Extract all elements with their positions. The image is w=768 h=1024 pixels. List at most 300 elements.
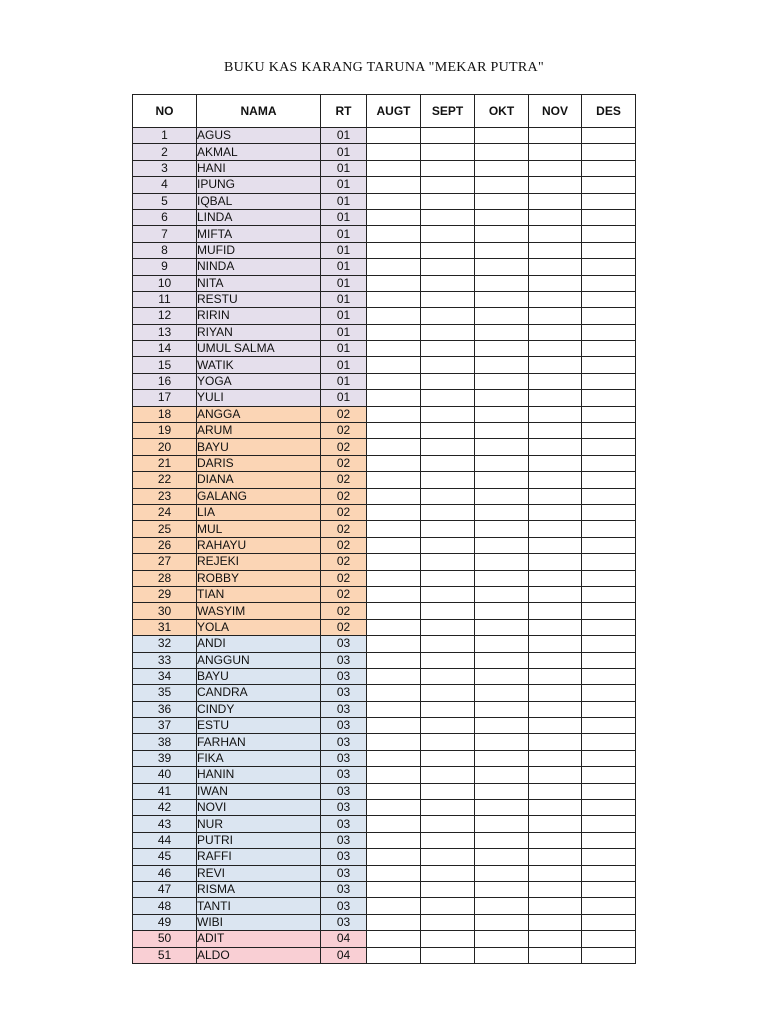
cell-sept [421,865,475,881]
cell-no: 25 [133,521,197,537]
table-row [133,734,636,750]
table-row [133,308,636,324]
cell-no: 50 [133,931,197,947]
cell-nov [529,242,582,258]
cell-rt: 03 [321,685,367,701]
cell-augt [367,931,421,947]
cell-sept [421,504,475,520]
cell-rt: 01 [321,308,367,324]
table-row [133,586,636,602]
cell-sept [421,324,475,340]
cell-sept [421,668,475,684]
cell-nama: ANGGUN [197,652,321,668]
cell-des [582,718,636,734]
cell-des [582,734,636,750]
cell-rt: 03 [321,734,367,750]
cell-nama: ARUM [197,423,321,439]
cell-des [582,783,636,799]
cell-no: 1 [133,128,197,144]
cell-nov [529,488,582,504]
cell-okt [475,636,529,652]
cell-nov [529,390,582,406]
cell-no: 37 [133,718,197,734]
cell-sept [421,242,475,258]
cell-augt [367,668,421,684]
cell-okt [475,537,529,553]
cell-no: 7 [133,226,197,242]
cell-rt: 01 [321,275,367,291]
cell-rt: 02 [321,603,367,619]
cell-okt [475,586,529,602]
cell-rt: 03 [321,718,367,734]
cell-no: 16 [133,373,197,389]
cell-okt [475,685,529,701]
cell-augt [367,898,421,914]
cell-des [582,931,636,947]
cell-sept [421,947,475,963]
cell-sept [421,881,475,897]
cell-rt: 02 [321,619,367,635]
cell-okt [475,931,529,947]
cell-nama: ADIT [197,931,321,947]
cell-sept [421,373,475,389]
cell-nov [529,259,582,275]
cell-okt [475,881,529,897]
cell-nov [529,537,582,553]
cell-nov [529,193,582,209]
cell-augt [367,242,421,258]
cell-okt [475,455,529,471]
cell-okt [475,209,529,225]
cell-okt [475,521,529,537]
table-row [133,652,636,668]
cell-no: 47 [133,881,197,897]
cell-nov [529,357,582,373]
cell-okt [475,193,529,209]
table-row [133,570,636,586]
cell-des [582,537,636,553]
cell-nama: RESTU [197,291,321,307]
cell-nov [529,931,582,947]
cell-nama: ANGGA [197,406,321,422]
cell-nama: HANI [197,160,321,176]
cell-no: 33 [133,652,197,668]
cell-no: 34 [133,668,197,684]
cell-augt [367,177,421,193]
cell-sept [421,341,475,357]
cell-nov [529,619,582,635]
cell-nama: REJEKI [197,554,321,570]
cell-no: 42 [133,800,197,816]
cell-augt [367,750,421,766]
cell-no: 19 [133,423,197,439]
cell-no: 32 [133,636,197,652]
cell-rt: 01 [321,291,367,307]
cell-no: 36 [133,701,197,717]
cell-no: 41 [133,783,197,799]
cell-nov [529,668,582,684]
cell-rt: 01 [321,160,367,176]
cell-des [582,423,636,439]
cell-nov [529,685,582,701]
document-title: BUKU KAS KARANG TARUNA "MEKAR PUTRA" [224,60,544,75]
table-row [133,259,636,275]
cell-no: 17 [133,390,197,406]
cell-nama: BAYU [197,668,321,684]
cell-sept [421,472,475,488]
table-row [133,423,636,439]
cell-des [582,914,636,930]
cell-rt: 03 [321,832,367,848]
cell-nov [529,226,582,242]
cell-nov [529,718,582,734]
table-row [133,849,636,865]
table-row [133,275,636,291]
cell-nama: LINDA [197,209,321,225]
cell-sept [421,701,475,717]
cell-augt [367,226,421,242]
cell-nov [529,570,582,586]
column-header-sept: SEPT [421,95,475,128]
cell-okt [475,472,529,488]
cell-nama: RIRIN [197,308,321,324]
table-row [133,685,636,701]
table-row [133,472,636,488]
cell-des [582,308,636,324]
cell-rt: 01 [321,144,367,160]
cell-augt [367,947,421,963]
cell-nov [529,832,582,848]
cell-okt [475,570,529,586]
cell-sept [421,128,475,144]
cell-des [582,554,636,570]
cell-nama: FIKA [197,750,321,766]
cell-rt: 03 [321,783,367,799]
cell-okt [475,554,529,570]
cell-sept [421,308,475,324]
cell-augt [367,259,421,275]
cell-des [582,128,636,144]
cell-nov [529,455,582,471]
cell-no: 9 [133,259,197,275]
cell-nov [529,865,582,881]
cell-nov [529,734,582,750]
cell-rt: 01 [321,242,367,258]
cell-sept [421,160,475,176]
table-row [133,537,636,553]
cell-no: 39 [133,750,197,766]
cell-no: 40 [133,767,197,783]
cell-nama: NINDA [197,259,321,275]
cell-nama: WATIK [197,357,321,373]
table-row [133,455,636,471]
cell-rt: 04 [321,931,367,947]
cell-des [582,521,636,537]
cell-okt [475,701,529,717]
cell-sept [421,275,475,291]
cell-sept [421,750,475,766]
cell-okt [475,947,529,963]
cell-nov [529,947,582,963]
cell-rt: 03 [321,750,367,766]
cell-augt [367,324,421,340]
table-row [133,193,636,209]
cell-augt [367,636,421,652]
cell-okt [475,504,529,520]
cell-nov [529,586,582,602]
cell-des [582,259,636,275]
cell-des [582,881,636,897]
cell-augt [367,144,421,160]
cell-nama: CANDRA [197,685,321,701]
cell-nama: AKMAL [197,144,321,160]
cell-rt: 03 [321,767,367,783]
table-row [133,291,636,307]
cell-des [582,865,636,881]
cell-no: 49 [133,914,197,930]
cell-okt [475,259,529,275]
cell-nama: LIA [197,504,321,520]
cell-augt [367,455,421,471]
cell-okt [475,767,529,783]
cell-okt [475,324,529,340]
cell-nov [529,701,582,717]
cell-okt [475,734,529,750]
cell-no: 24 [133,504,197,520]
cell-augt [367,357,421,373]
cell-sept [421,898,475,914]
cell-augt [367,734,421,750]
cell-sept [421,767,475,783]
cell-nov [529,439,582,455]
cell-nama: YOLA [197,619,321,635]
cell-rt: 01 [321,209,367,225]
table-row [133,619,636,635]
cell-rt: 02 [321,406,367,422]
cell-nama: ALDO [197,947,321,963]
cell-nama: RISMA [197,881,321,897]
cell-des [582,504,636,520]
cell-augt [367,521,421,537]
cell-no: 21 [133,455,197,471]
cell-des [582,177,636,193]
table-row [133,832,636,848]
cell-des [582,947,636,963]
cell-nama: IQBAL [197,193,321,209]
cell-nama: RIYAN [197,324,321,340]
cell-nama: NOVI [197,800,321,816]
cell-nama: FARHAN [197,734,321,750]
table-row [133,718,636,734]
table-row [133,767,636,783]
cell-nov [529,898,582,914]
cell-des [582,472,636,488]
cell-no: 30 [133,603,197,619]
table-row [133,750,636,766]
cell-des [582,619,636,635]
cell-sept [421,816,475,832]
cell-sept [421,718,475,734]
cell-augt [367,308,421,324]
cell-nov [529,423,582,439]
cell-okt [475,898,529,914]
cell-okt [475,341,529,357]
table-row [133,390,636,406]
table-row [133,439,636,455]
cell-okt [475,439,529,455]
cell-augt [367,291,421,307]
cell-des [582,226,636,242]
table-header-row [133,95,636,128]
cell-nama: MIFTA [197,226,321,242]
cell-sept [421,144,475,160]
cell-nama: NUR [197,816,321,832]
cell-nama: DIANA [197,472,321,488]
cell-rt: 01 [321,128,367,144]
cell-sept [421,226,475,242]
cell-rt: 01 [321,177,367,193]
cell-nama: WIBI [197,914,321,930]
cell-nov [529,603,582,619]
cell-rt: 02 [321,504,367,520]
cell-no: 18 [133,406,197,422]
cell-no: 5 [133,193,197,209]
cell-nov [529,472,582,488]
cell-des [582,373,636,389]
table-row [133,800,636,816]
column-header-nama: NAMA [197,95,321,128]
cell-sept [421,619,475,635]
cell-no: 38 [133,734,197,750]
cell-okt [475,406,529,422]
cell-nov [529,554,582,570]
column-header-no: NO [133,95,197,128]
cell-augt [367,603,421,619]
cell-no: 20 [133,439,197,455]
cell-sept [421,488,475,504]
cell-okt [475,423,529,439]
cell-sept [421,537,475,553]
cell-no: 35 [133,685,197,701]
cell-augt [367,832,421,848]
cell-no: 8 [133,242,197,258]
cell-nama: YULI [197,390,321,406]
cell-nama: ROBBY [197,570,321,586]
cell-okt [475,865,529,881]
cell-rt: 03 [321,816,367,832]
cell-augt [367,193,421,209]
cell-rt: 03 [321,652,367,668]
cell-augt [367,767,421,783]
cell-no: 45 [133,849,197,865]
table-row [133,521,636,537]
cell-rt: 03 [321,668,367,684]
cell-sept [421,832,475,848]
cell-okt [475,226,529,242]
cell-nama: MUL [197,521,321,537]
cell-rt: 01 [321,357,367,373]
cell-rt: 02 [321,521,367,537]
table-row [133,209,636,225]
cell-nov [529,521,582,537]
column-header-nov: NOV [529,95,582,128]
cell-nov [529,652,582,668]
cell-nov [529,373,582,389]
column-header-des: DES [582,95,636,128]
cell-sept [421,291,475,307]
cell-rt: 02 [321,586,367,602]
table-row [133,816,636,832]
cell-no: 15 [133,357,197,373]
cell-okt [475,291,529,307]
table-row [133,554,636,570]
cell-nama: UMUL SALMA [197,341,321,357]
cell-nov [529,816,582,832]
cell-rt: 01 [321,193,367,209]
cell-rt: 04 [321,947,367,963]
cell-nama: GALANG [197,488,321,504]
cell-augt [367,619,421,635]
column-header-rt: RT [321,95,367,128]
cell-rt: 01 [321,390,367,406]
cell-no: 11 [133,291,197,307]
cell-des [582,668,636,684]
cell-sept [421,259,475,275]
cell-rt: 03 [321,701,367,717]
cell-des [582,750,636,766]
cell-nama: YOGA [197,373,321,389]
cell-augt [367,586,421,602]
cell-nama: TIAN [197,586,321,602]
cell-okt [475,177,529,193]
cell-des [582,816,636,832]
cell-okt [475,373,529,389]
cell-sept [421,734,475,750]
cell-rt: 01 [321,341,367,357]
table-row [133,324,636,340]
cell-nov [529,914,582,930]
cell-nama: NITA [197,275,321,291]
cell-no: 48 [133,898,197,914]
table-row [133,881,636,897]
cell-sept [421,554,475,570]
cell-sept [421,177,475,193]
cell-okt [475,800,529,816]
cell-nov [529,341,582,357]
cell-sept [421,603,475,619]
cell-des [582,144,636,160]
cell-des [582,488,636,504]
table-row [133,603,636,619]
cell-des [582,209,636,225]
cell-okt [475,783,529,799]
table-row [133,636,636,652]
cell-nov [529,128,582,144]
table-row [133,177,636,193]
cell-des [582,193,636,209]
cell-no: 23 [133,488,197,504]
cell-augt [367,423,421,439]
table-row [133,947,636,963]
cell-nov [529,308,582,324]
cell-nov [529,504,582,520]
column-header-augt: AUGT [367,95,421,128]
cell-sept [421,390,475,406]
cell-okt [475,816,529,832]
cell-nama: CINDY [197,701,321,717]
cell-no: 4 [133,177,197,193]
cell-des [582,603,636,619]
